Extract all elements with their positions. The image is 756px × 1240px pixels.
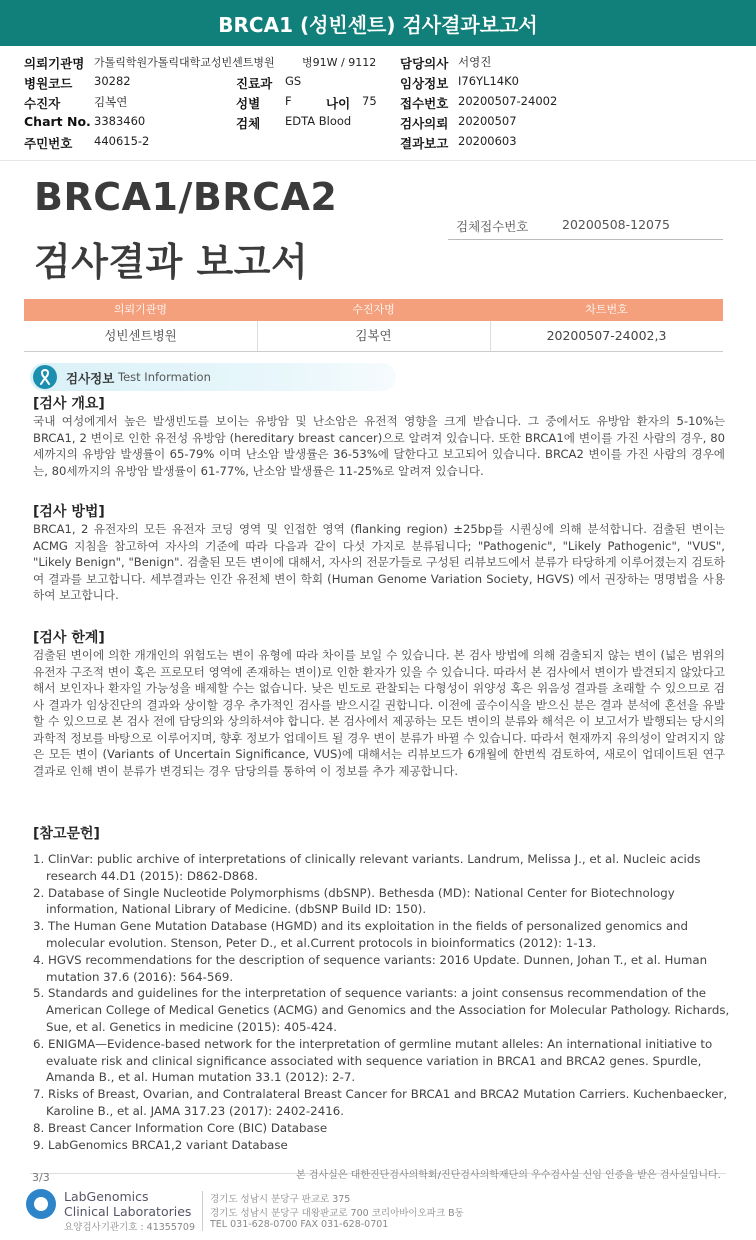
reference-list [33,851,733,1153]
table-header-cell: 차트번호 [585,303,628,316]
info-value: 20200507-24002 [458,94,558,108]
section-heading-references: [참고문헌] [33,826,100,842]
footer-vertical-divider [202,1191,203,1231]
phone-line: TEL 031-628-0700 FAX 031-628-0701 [210,1219,389,1230]
info-row [0,134,756,154]
info-label: 검사의뢰 [400,116,449,131]
report-title-main: BRCA1/BRCA2 [34,175,338,219]
report-header-title: BRCA1 (성빈센트) 검사결과보고서 [218,12,538,37]
info-label: 나이 [326,96,351,111]
info-value: 가톨릭학원가톨릭대학교성빈센트병원 [94,56,275,69]
info-value: 김복연 [94,95,128,109]
report-header-bar [0,0,756,46]
info-label: Chart No. [24,114,91,129]
info-value: 병91W / 9112 [302,56,377,69]
info-value: GS [285,74,302,88]
info-value: 20200603 [458,134,517,148]
info-row [0,114,756,134]
table-header-cell: 의뢰기관명 [113,303,168,316]
section-body-overview: 국내 여성에게서 높은 발생빈도를 보이는 유방암 및 난소암은 유전적 영향을 크게 받습니다. 그 중에서도 유방암 환자의 5-10%는 BRCA1, 2 변이로 인한 유전성 유방암 (hereditary breast cancer)으로 알려져 있습니다. 또한 BRCA1에 변이를 가진 사람의 경우, 80세까지의 유방암 발생률이 65-79% 이며 난소암 발생률은 36-53%에 달한다고 보고되어 있습니다. BRCA2 변이를 가진 사람의 경우에는, 80세까지의 유방암 발생률이 61-77%, 난소암 발생률은 11-25%로 알려져 있습니다. [33,414,725,478]
info-value: I76YL14K0 [458,74,519,88]
page-number: 3/3 [32,1171,50,1184]
section-heading-method: [검사 방법] [33,504,105,520]
table-cell: 20200507-24002,3 [490,321,723,352]
info-value: 20200507 [458,114,517,128]
info-label: 결과보고 [400,136,449,151]
info-value: 30282 [94,74,131,88]
info-row [0,94,756,114]
report-page [0,160,756,1240]
info-value: F [285,94,292,108]
info-value: 3383460 [94,114,146,128]
reference-item: 2. Database of Single Nucleotide Polymorphisms (dbSNP). Bethesda (MD): National Center for Biotechnology information, National Library of Medicine. (dbSNP Build ID: 150). [33,885,675,917]
report-title-sub: 검사결과 보고서 [34,240,309,284]
section-body-limits: 검출된 변이에 의한 개개인의 위험도는 변이 유형에 따라 차이를 보일 수 있습니다. 본 검사 방법에 의해 검출되지 않는 변이 (넓은 범위의 유전자 구조적 변이 혹은 프로모터 영역에 존재하는 변이)로 인한 환자가 있을 수 있습니다. 따라서 본 검사에서 변이가 발견되지 않았다고 해서 보인자나 환자일 가능성을 배제할 수는 없습니다. 낮은 빈도로 관찰되는 다형성이 위양성 혹은 위음성 결과를 초래할 수 있으므로 검사 결과가 임상진단의 결과와 상이할 경우 추가적인 검사를 받으시길 권합니다. 이전에 골수이식을 받으신 분은 결과 분석에 혼선을 유발할 수 있으므로 본 검사 전에 담당의와 상의하셔야 합니다. 본 검사에서 제공하는 모든 변이의 분류와 해석은 이 보고서가 발행되는 당시의 과학적 정보를 바탕으로 이루어지며, 향후 정보가 업데이트 될 경우 변이 분류가 바뀔 수 있습니다. 따라서 현재까지 유의성이 알려지지 않은 모든 변이 (Variants of Uncertain Significance, VUS)에 대해서는 리뷰보드가 6개월에 한번씩 검토하여, 새로이 업데이트된 연구 결과로 인해 변이 분류가 변경되는 경우 담당의를 통하여 이 정보를 추가 제공합니다. [33,648,725,778]
company-name: LabGenomics [64,1189,149,1204]
table-cell: 김복연 [257,321,490,352]
reference-item: 1. ClinVar: public archive of interpretations of clinically relevant variants. Landrum, Melissa J., et al. Nucleic acids research 44.D1 (2015): D862-D868. [33,852,701,883]
reference-item: 7. Risks of Breast, Ovarian, and Contralateral Breast Cancer for BRCA1 and BRCA2 Mutation Carriers. Kuchenbaecker, Karoline B., et al. JAMA 317.23 (2017): 2402-2416. [33,1087,728,1118]
ribbon-icon-glyph [38,369,52,385]
org-code: 요양검사기관기호 : 41355709 [64,1222,196,1233]
info-label: 성별 [236,96,261,111]
labgenomics-logo-inner [34,1197,48,1211]
info-value: EDTA Blood [285,114,352,128]
banner-title: 검사정보 [66,371,115,386]
address-line: 경기도 성남시 분당구 대왕판교로 700 코리아바이오파크 B동 [210,1208,464,1219]
accession-number-box [448,211,723,240]
table-header-cell: 수진자명 [352,303,395,316]
info-label: 주민번호 [24,136,73,151]
section-heading-overview: [검사 개요] [33,396,105,412]
test-info-banner [30,363,396,391]
reference-item: 9. LabGenomics BRCA1,2 variant Database [33,1137,288,1152]
info-label: 임상정보 [400,76,449,91]
accession-label: 검체접수번호 [456,219,529,234]
info-label: 진료과 [236,76,273,91]
info-label: 의뢰기관명 [24,56,85,71]
banner-subtitle: Test Information [118,370,211,384]
info-label: 수진자 [24,96,61,111]
info-label: 접수번호 [400,96,449,111]
info-row [0,74,756,94]
patient-summary-table [24,299,723,351]
section-heading-limits: [검사 한계] [33,630,105,646]
info-value: 서영진 [458,55,492,69]
certification-note: 본 검사실은 대한진단검사의학회/진단검사의학재단의 우수검사실 신임 인증을 받은 검사실입니다. [296,1170,721,1181]
company-subtitle: Clinical Laboratories [64,1204,192,1219]
info-label: 검체 [236,116,261,131]
reference-item: 3. The Human Gene Mutation Database (HGMD) and its exploitation in the fields of personalized genomics and molecular evolution. Stenson, Peter D., et al.Current protocols in bioinformatics (2012): 1-13. [33,919,689,950]
info-label: 병원코드 [24,76,73,91]
section-body-method: BRCA1, 2 유전자의 모든 유전자 코딩 영역 및 인접한 영역 (flanking region) ±25bp를 시퀀싱에 의해 분석합니다. 검출된 변이는 ACMG 지침을 참고하여 자사의 기준에 따라 다음과 같이 다섯 가지로 분류됩니다; "Pathogenic", "Likely Pathogenic", "VUS", "Likely Benign", "Benign". 검출된 모든 변이에 대해서, 자사의 전문가들로 구성된 리뷰보드에서 분류가 타당하게 이루어졌는지 검토하여 결과를 보고합니다. 세부결과는 인간 유전체 변이 학회 (Human Genome Variation Society, HGVS) 에서 권장하는 명명법을 사용하여 보고합니다. [33,522,725,602]
accession-value: 20200508-12075 [562,217,670,232]
reference-item: 8. Breast Cancer Information Core (BIC) Database [33,1120,328,1135]
reference-item: 6. ENIGMA—Evidence-based network for the interpretation of germline mutant alleles: An international initiative to evaluate risk and clinical significance associated with sequence variation in BRCA1 and BRCA2 genes. Spurdle, Amanda B., et al. Human mutation 33.1 (2012): 2-7. [33,1036,713,1085]
table-cell: 성빈센트병원 [24,321,257,352]
info-label: 담당의사 [400,56,449,71]
address-line: 경기도 성남시 분당구 판교로 375 [210,1194,351,1205]
info-value: 75 [362,94,377,108]
info-row [0,54,756,74]
info-value: 440615-2 [94,134,150,148]
reference-item: 4. HGVS recommendations for the description of sequence variants: 2016 Update. Dunnen, Johan T., et al. Human mutation 37.6 (2016): 564-569. [33,952,708,984]
ribbon-icon [33,365,57,389]
patient-info-grid [0,52,756,152]
reference-item: 5. Standards and guidelines for the interpretation of sequence variants: a joint consensus recommendation of the American College of Medical Genetics (ACMG) and Genomics and the Association for Molecular Pathology. Richards, Sue, et al. Genetics in medicine (2015): 405-424. [33,986,730,1034]
